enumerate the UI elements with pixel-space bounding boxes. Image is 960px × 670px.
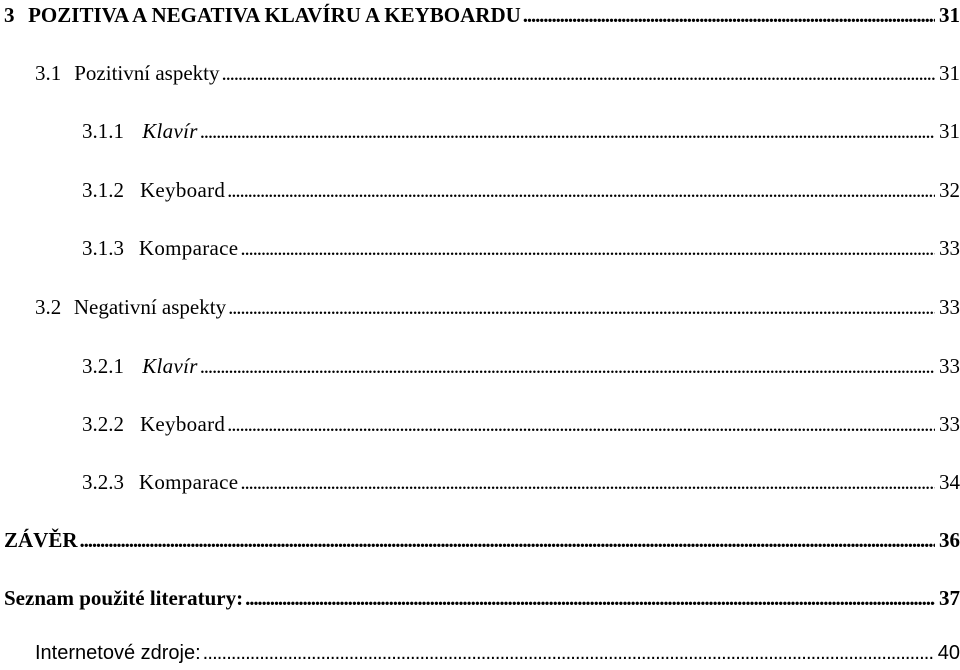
toc-entry-title: Komparace [138,470,239,494]
toc-entry-internetove-zdroje[interactable] [35,638,960,668]
toc-dot-leader [228,292,935,322]
toc-entry-page: 31 [939,3,960,27]
toc-dot-leader [227,409,935,439]
toc-entry-page: 33 [939,295,960,319]
toc-entry-title: Seznam použité literatury: [4,586,244,610]
toc-entry-literatura[interactable] [4,583,960,613]
toc-entry-page: 32 [939,178,960,202]
toc-entry-number: 3 [4,3,15,27]
toc-entry-number: 3.2.1 [82,354,124,378]
toc-entry-number: 3.1.2 [82,178,124,202]
toc-entry-page: 36 [939,528,960,552]
toc-entry-title: Negativní aspekty [73,295,227,319]
toc-dot-leader [221,58,935,88]
toc-entry-page: 40 [937,642,960,664]
toc-entry-title: ZÁVĚR [4,528,78,552]
toc-dot-leader [523,0,935,30]
toc-entry-title: Klavír [142,354,198,378]
toc-dot-leader [240,233,935,263]
toc-entry-number: 3.2.3 [82,470,124,494]
toc-entry-page: 34 [939,470,960,494]
toc-entry-number: 3.2.2 [82,412,124,436]
toc-dot-leader [240,467,935,497]
toc-entry-subsection-3-2-2[interactable] [82,409,960,439]
toc-entry-chapter-3[interactable] [4,0,960,30]
toc-entry-title: Internetové zdroje: [35,642,201,664]
toc-entry-section-3-1[interactable] [35,58,960,88]
toc-entry-subsection-3-2-3[interactable] [82,467,960,497]
toc-dot-leader [245,583,935,613]
toc-entry-page: 33 [939,354,960,378]
toc-dot-leader [200,351,935,381]
toc-dot-leader [80,525,935,555]
toc-entry-title: Keyboard [139,412,226,436]
toc-entry-zaver[interactable] [4,525,960,555]
toc-entry-title: Keyboard [139,178,226,202]
toc-entry-number: 3.1.1 [82,119,124,143]
toc-entry-title: POZITIVA A NEGATIVA KLAVÍRU A KEYBOARDU [28,3,521,27]
toc-dot-leader [203,638,934,668]
toc-entry-title: Pozitivní aspekty [74,61,220,85]
toc-dot-leader [227,175,935,205]
toc-entry-number: 3.1.3 [82,236,124,260]
toc-entry-subsection-3-1-1[interactable] [82,116,960,146]
toc-entry-page: 31 [939,119,960,143]
toc-entry-title: Komparace [138,236,239,260]
toc-entry-subsection-3-1-2[interactable] [82,175,960,205]
toc-entry-section-3-2[interactable] [35,292,960,322]
toc-entry-title: Klavír [142,119,198,143]
toc-dot-leader [200,116,935,146]
toc-entry-number: 3.2 [35,295,62,319]
toc-entry-subsection-3-1-3[interactable] [82,233,960,263]
toc-entry-number: 3.1 [35,61,62,85]
toc-entry-page: 37 [939,586,960,610]
toc-entry-page: 31 [939,61,960,85]
toc-entry-page: 33 [939,412,960,436]
toc-entry-page: 33 [939,236,960,260]
toc-entry-subsection-3-2-1[interactable] [82,351,960,381]
